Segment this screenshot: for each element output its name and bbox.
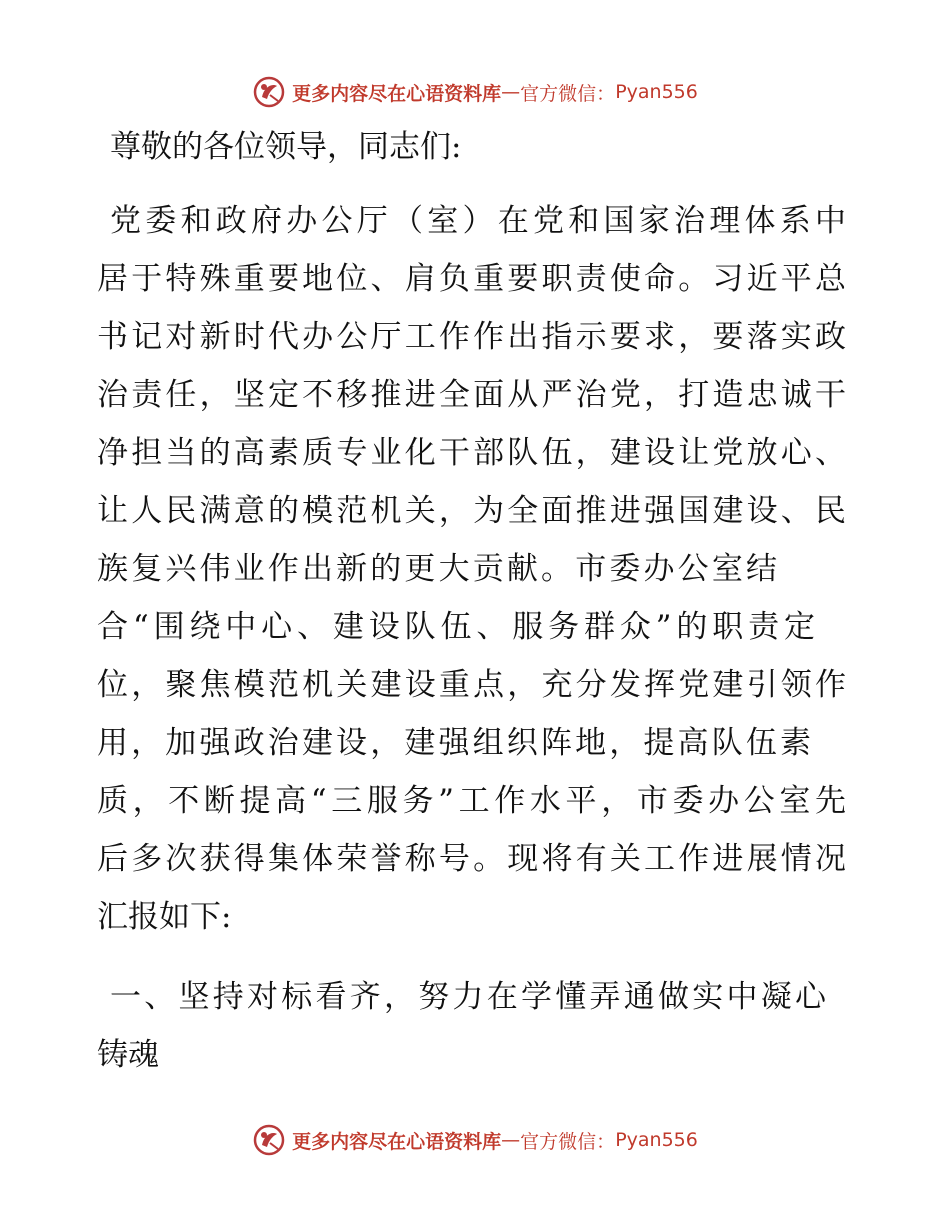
paragraph-line: 居于特殊重要地位、肩负重要职责使命。习近平总 [97, 261, 846, 297]
paragraph-line: 书记对新时代办公厅工作作出指示要求，要落实政 [97, 319, 846, 355]
watermark-main-text: 更多内容尽在心语资料库 [292, 1130, 502, 1153]
watermark-banner-top [0, 72, 950, 112]
section-heading-cont: 铸魂 [97, 1037, 159, 1073]
paragraph-line: 党委和政府办公厅（室）在党和国家治理体系中 [110, 203, 846, 239]
paragraph-line: 质，不断提高“三服务”工作水平，市委办公室先 [97, 783, 846, 819]
paragraph-line: 合“围绕中心、建设队伍、服务群众”的职责定 [97, 609, 815, 645]
watermark-separator: — [501, 1129, 521, 1151]
watermark-sub-text: 官方微信： [520, 82, 616, 105]
rose-seal-icon [252, 75, 286, 109]
paragraph-line: 后多次获得集体荣誉称号。现将有关工作进展情况 [97, 841, 846, 877]
paragraph-line: 汇报如下: [97, 899, 232, 935]
paragraph-line: 用，加强政治建设，建强组织阵地，提高队伍素 [97, 725, 811, 761]
section-heading: 一、坚持对标看齐，努力在学懂弄通做实中凝心 [110, 979, 826, 1015]
paragraph-line: 族复兴伟业作出新的更大贡献。市委办公室结 [97, 551, 777, 587]
paragraph-line: 净担当的高素质专业化干部队伍，建设让党放心、 [97, 435, 846, 471]
watermark-id: Pyan556 [615, 81, 698, 103]
paragraph-line: 治责任，坚定不移推进全面从严治党，打造忠诚干 [97, 377, 846, 413]
watermark-main-text: 更多内容尽在心语资料库 [292, 82, 502, 105]
watermark-sub-text: 官方微信： [520, 1130, 616, 1153]
watermark-banner-bottom [0, 1120, 950, 1160]
watermark-separator: — [501, 81, 521, 103]
paragraph-line: 位，聚焦模范机关建设重点，充分发挥党建引领作 [97, 667, 846, 703]
paragraph-line: 让人民满意的模范机关，为全面推进强国建设、民 [97, 493, 846, 529]
salutation: 尊敬的各位领导，同志们: [110, 129, 462, 165]
rose-seal-icon [252, 1123, 286, 1157]
watermark-id: Pyan556 [615, 1129, 698, 1151]
